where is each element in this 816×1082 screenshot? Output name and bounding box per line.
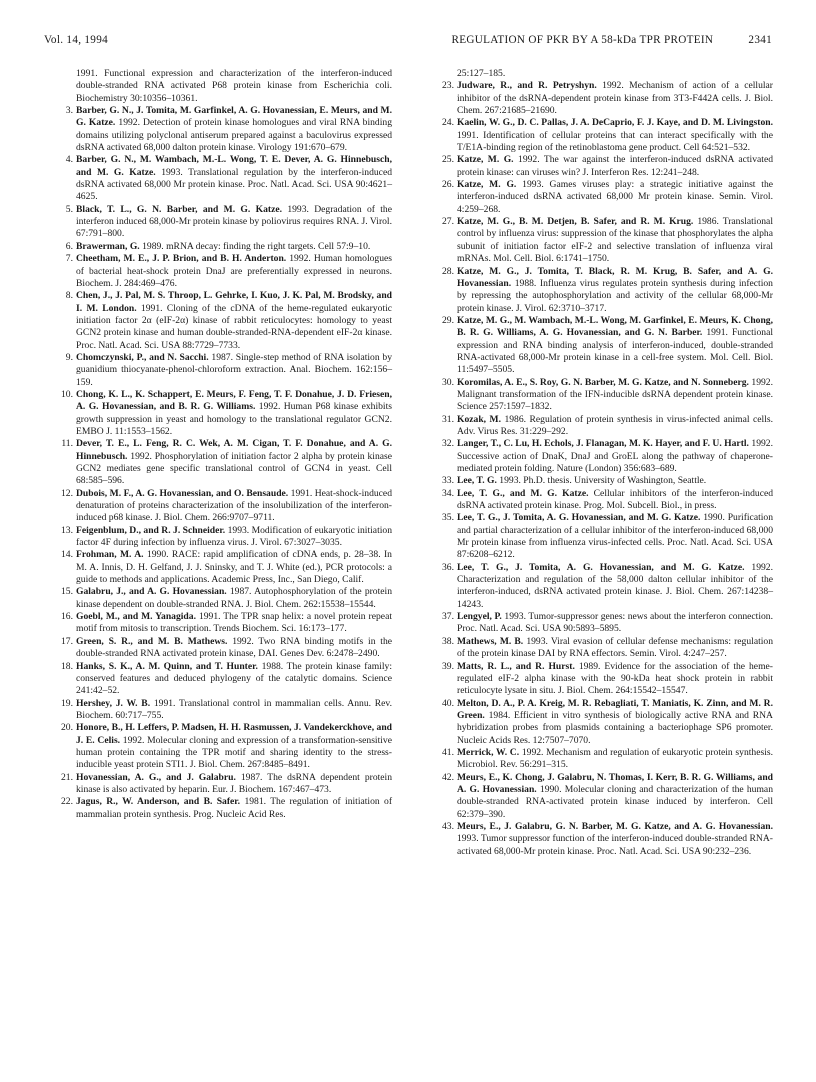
reference-entry — [441, 562, 773, 611]
reference-entry — [441, 377, 773, 414]
reference-body — [457, 216, 773, 265]
reference-authors: Matts, R. L., and R. Hurst. — [457, 660, 575, 672]
reference-number: 10. — [61, 388, 73, 400]
reference-body — [76, 68, 392, 105]
reference-text: 1991. Cloning of the cDNA of the heme-regulated eukaryotic initiation factor 2α (eIF-2α) kinase of rabbit reticulocytes: homology to yeast GCN2 protein kinase and human double-stranded-RNA-dependent eIF-2α kinase. Proc. Natl. Acad. Sci. USA 88:7729–7733. — [76, 302, 392, 351]
reference-number: 36. — [442, 561, 454, 573]
reference-text: 1993. Games viruses play: a strategic initiative against the interferon-induced dsRNA activated 68,000 Mr protein kinase. Semin. Virol. 4:259–268. — [457, 179, 773, 215]
reference-authors: Barber, G. N., J. Tomita, M. Garfinkel, A. G. Hovanessian, E. Meurs, and M. G. Katze. — [76, 105, 392, 129]
reference-body — [76, 488, 392, 525]
reference-column-left — [60, 68, 392, 821]
reference-body — [457, 154, 773, 179]
reference-authors: Goebl, M., and M. Yanagida. — [76, 611, 196, 623]
reference-text: 1990. Purification and partial characterization of a cellular inhibitor of the interferon-induced 68,000 Mr protein kinase from influenza virus-infected cells. Proc. Natl. Acad. Sci. USA 87:6208–6212. — [457, 512, 774, 561]
reference-body — [457, 611, 773, 636]
reference-body — [457, 179, 773, 216]
reference-entry — [60, 661, 392, 698]
reference-body — [457, 747, 773, 772]
reference-entry — [60, 154, 392, 203]
reference-entry — [441, 80, 773, 117]
reference-number: 29. — [442, 314, 454, 326]
reference-entry — [441, 661, 773, 698]
reference-entry — [441, 414, 773, 439]
reference-text: 1992. Detection of protein kinase homologues and viral RNA binding domains utilizing polyclonal antiserum prepared against a baculovirus expressed dsRNA activated 68,000 dalton protein kinase. Virology 191:670–679. — [76, 117, 392, 154]
reference-entry — [60, 290, 392, 352]
reference-number: 42. — [442, 771, 454, 783]
reference-entry — [441, 179, 773, 216]
reference-entry — [60, 698, 392, 723]
reference-body — [76, 253, 392, 290]
reference-body — [76, 661, 392, 698]
reference-authors: Lee, T. G., J. Tomita, A. G. Hovanessian, and M. G. Katze. — [457, 561, 745, 573]
reference-entry — [441, 154, 773, 179]
reference-entry — [60, 352, 392, 389]
reference-authors: Frohman, M. A. — [76, 549, 144, 561]
reference-authors: Katze, M. G., M. Wambach, M.-L. Wong, M. Garfinkel, E. Meurs, K. Chong, B. R. G. Williams, A. G. Hovanessian, and G. N. Barber. — [457, 314, 773, 339]
reference-number: 12. — [61, 487, 73, 499]
reference-body — [76, 549, 392, 586]
reference-authors: Chomczynski, P., and N. Sacchi. — [76, 351, 209, 363]
reference-entry — [60, 611, 392, 636]
reference-number: 40. — [442, 697, 454, 709]
reference-text: 1987. Single-step method of RNA isolation by guanidium thiocyanate-phenol-chloroform extraction. Anal. Biochem. 162:156–159. — [76, 351, 393, 388]
reference-entry — [441, 772, 773, 821]
reference-text: 1984. Efficient in vitro synthesis of biologically active RNA and RNA hybridization probes from plasmids containing a bacteriophage SP6 promoter. Nucleic Acids Res. 12:7507–7070. — [457, 709, 773, 746]
reference-authors: Meurs, E., K. Chong, J. Galabru, N. Thomas, I. Kerr, B. R. G. Williams, and A. G. Hovanessian. — [457, 771, 773, 795]
reference-authors: Lengyel, P. — [457, 611, 502, 623]
reference-text: 1988. Influenza virus regulates protein synthesis during infection by repressing the autophosphorylation and activity of the cellular 68,000-Mr protein kinase. J. Virol. 62:3710–3717. — [457, 277, 773, 314]
reference-authors: Feigenblum, D., and R. J. Schneider. — [76, 524, 226, 536]
header-right — [451, 34, 772, 46]
reference-text: 1991. Heat-shock-induced denaturation of proteins characterization of the insolubilization of the interferon-induced p68 kinase. J. Biol. Chem. 266:9707–9711. — [76, 487, 392, 524]
reference-body — [457, 821, 773, 858]
reference-body — [76, 722, 392, 771]
reference-number: 8. — [65, 290, 73, 302]
reference-entry — [441, 821, 773, 858]
reference-entry — [60, 488, 392, 525]
page-number: 2341 — [748, 34, 772, 46]
reference-text: 1981. The regulation of initiation of mammalian protein synthesis. Prog. Nucleic Acid Res. — [76, 796, 393, 820]
reference-body — [76, 611, 392, 636]
reference-entry — [60, 636, 392, 661]
reference-authors: Merrick, W. C. — [457, 746, 520, 758]
reference-authors: Lee, T. G., and M. G. Katze. — [457, 487, 589, 499]
reference-number: 28. — [442, 265, 454, 277]
reference-authors: Melton, D. A., P. A. Kreig, M. R. Rebagliati, T. Maniatis, K. Zinn, and M. R. Green. — [457, 697, 773, 721]
reference-body — [457, 377, 773, 414]
reference-body — [76, 389, 392, 438]
reference-text: 1988. The protein kinase family: conserved features and deduced phylogeny of the catalytic domains. Science 241:42–52. — [76, 660, 392, 697]
reference-number: 15. — [61, 586, 73, 598]
reference-entry — [60, 586, 392, 611]
reference-entry — [441, 475, 773, 487]
reference-number: 31. — [442, 413, 454, 425]
reference-text: 1993. Tumor-suppressor genes: news about the interferon connection. Proc. Natl. Acad. Sci. USA 90:5893–5895. — [457, 611, 773, 635]
reference-text: 1991. Translational control in mammalian cells. Annu. Rev. Biochem. 60:717–755. — [76, 697, 392, 721]
reference-text: 1986. Regulation of protein synthesis in virus-infected animal cells. Adv. Virus Res. 31:229–292. — [457, 413, 773, 437]
reference-body — [457, 315, 773, 377]
reference-body — [76, 241, 392, 253]
reference-authors: Galabru, J., and A. G. Hovanessian. — [76, 586, 227, 598]
reference-authors: Langer, T., C. Lu, H. Echols, J. Flanagan, M. K. Hayer, and F. U. Hartl. — [457, 438, 749, 450]
reference-body — [76, 352, 392, 389]
reference-authors: Judware, R., and R. Petryshyn. — [457, 80, 597, 92]
reference-text: 1991. The TPR snap helix: a novel protein repeat motif from mitosis to transcription. Trends Biochem. Sci. 16:173–177. — [76, 611, 392, 635]
journal-volume: Vol. 14, 1994 — [44, 34, 108, 46]
reference-entry — [441, 68, 773, 80]
reference-text: Cellular inhibitors of the interferon-induced dsRNA activated protein kinase. Prog. Mol. Subcell. Biol., in press. — [457, 487, 774, 512]
reference-number: 19. — [61, 697, 73, 709]
reference-body — [457, 661, 773, 698]
reference-authors: Honore, B., H. Leffers, P. Madsen, H. H. Rasmussen, J. Vandekerckhove, and J. E. Celis. — [76, 722, 392, 746]
reference-number: 23. — [442, 80, 454, 92]
reference-entry — [441, 611, 773, 636]
reference-authors: Kaelin, W. G., D. C. Pallas, J. A. DeCaprio, F. J. Kaye, and D. M. Livingston. — [457, 117, 773, 129]
reference-authors: Katze, M. G. — [457, 154, 514, 166]
reference-body — [457, 698, 773, 747]
reference-authors: Dever, T. E., L. Feng, R. C. Wek, A. M. Cigan, T. F. Donahue, and A. G. Hinnebusch. — [76, 438, 392, 462]
reference-entry — [441, 216, 773, 265]
reference-authors: Dubois, M. F., A. G. Hovanessian, and O. Bensaude. — [76, 487, 289, 499]
reference-text: 1986. Translational control by influenza virus: suppression of the kinase that phosphorylates the alpha subunit of initiation factor eIF-2 and selective translation of influenza viral mRNAs. Mol. Cell. Biol. 6:1741–1750. — [457, 216, 773, 265]
reference-authors: Black, T. L., G. N. Barber, and M. G. Katze. — [76, 203, 282, 215]
reference-body — [457, 475, 773, 487]
reference-body — [457, 636, 773, 661]
reference-authors: Katze, M. G., J. Tomita, T. Black, R. M. Krug, B. Safer, and A. G. Hovanessian. — [457, 265, 773, 289]
reference-entry — [441, 315, 773, 377]
reference-body — [76, 586, 392, 611]
reference-text: 1993. Degradation of the interferon induced 68,000-Mr protein kinase by poliovirus requires RNA. J. Virol. 67:791–800. — [76, 203, 392, 240]
reference-body — [76, 438, 392, 487]
reference-text: 1992. Human P68 kinase exhibits growth suppression in yeast and homology to the translational regulator GCN2. EMBO J. 11:1553–1562. — [76, 401, 392, 437]
reference-number: 16. — [61, 611, 73, 623]
reference-body — [457, 438, 773, 475]
running-header — [44, 34, 772, 50]
reference-entry — [60, 772, 392, 797]
reference-text: 1993. Translational regulation by the interferon-induced dsRNA activated 68,000 Mr protein kinase. Proc. Natl. Acad. Sci. USA 90:4621–4625. — [76, 166, 392, 203]
reference-text: 1991. Functional expression and characterization of the interferon-induced double-stranded RNA activated P68 protein kinase from Escherichia coli. Biochemistry 30:10356–10361. — [76, 68, 392, 104]
reference-number: 27. — [442, 216, 454, 228]
reference-authors: Barber, G. N., M. Wambach, M.-L. Wong, T. E. Dever, A. G. Hinnebusch, and M. G. Katze. — [76, 154, 392, 178]
reference-authors: Meurs, E., J. Galabru, G. N. Barber, M. G. Katze, and A. G. Hovanessian. — [457, 820, 773, 832]
reference-text: 1992. Successive action of DnaK, DnaJ and GroEL along the pathway of chaperone-mediated protein folding. Nature (London) 356:683–689. — [457, 438, 773, 474]
reference-authors: Koromilas, A. E., S. Roy, G. N. Barber, M. G. Katze, and N. Sonneberg. — [457, 376, 749, 388]
reference-number: 26. — [442, 179, 454, 191]
reference-body — [76, 154, 392, 203]
reference-text: 25:127–185. — [457, 68, 506, 79]
reference-number: 22. — [61, 796, 73, 808]
reference-text: 1993. Tumor suppressor function of the interferon-induced double-stranded RNA-activated 68,000-Mr protein kinase. Proc. Natl. Acad. Sci. USA 90:232–236. — [457, 833, 773, 857]
reference-body — [76, 525, 392, 550]
reference-body — [457, 488, 773, 513]
reference-column-right — [441, 68, 773, 858]
reference-entry — [60, 105, 392, 154]
reference-number: 30. — [442, 376, 454, 388]
reference-entry — [60, 525, 392, 550]
reference-body — [76, 636, 392, 661]
reference-entry — [441, 512, 773, 561]
reference-number: 7. — [65, 253, 73, 265]
reference-body — [457, 562, 773, 611]
reference-authors: Lee, T. G., J. Tomita, A. G. Hovanessian, and M. G. Katze. — [457, 512, 701, 524]
reference-number: 41. — [442, 746, 454, 758]
reference-number: 13. — [61, 524, 73, 536]
reference-number: 18. — [61, 660, 73, 672]
reference-number: 38. — [442, 635, 454, 647]
reference-number: 25. — [442, 154, 454, 166]
reference-body — [457, 414, 773, 439]
reference-body — [457, 772, 773, 821]
reference-number: 21. — [61, 771, 73, 783]
reference-authors: Jagus, R., W. Anderson, and B. Safer. — [76, 796, 241, 808]
reference-text: 1992. Malignant transformation of the IFN-inducible dsRNA dependent protein kinase. Science 257:1597–1832. — [457, 376, 773, 413]
reference-number: 6. — [65, 240, 73, 252]
reference-authors: Cheetham, M. E., J. P. Brion, and B. H. Anderton. — [76, 253, 287, 265]
reference-number: 37. — [442, 611, 454, 623]
reference-number: 33. — [442, 475, 454, 487]
reference-body — [457, 80, 773, 117]
reference-number: 5. — [65, 203, 73, 215]
reference-number: 9. — [65, 351, 73, 363]
reference-authors: Katze, M. G., B. M. Detjen, B. Safer, and R. M. Krug. — [457, 216, 694, 228]
reference-text: 1993. Viral evasion of cellular defense mechanisms: regulation of the protein kinase DAI by RNA effectors. Semin. Virol. 4:247–257. — [457, 635, 774, 660]
reference-authors: Katze, M. G. — [457, 179, 517, 191]
reference-body — [457, 512, 773, 561]
reference-text: 1990. RACE: rapid amplification of cDNA ends, p. 28–38. In M. A. Innis, D. H. Gelfand, J. J. Sninsky, and T. J. White (ed.), PCR protocols: a guide to methods and applications. Academic Press, Inc., San Diego, Calif. — [76, 549, 392, 586]
reference-entry — [60, 204, 392, 241]
reference-entry — [441, 747, 773, 772]
reference-text: 1992. Molecular cloning and expression of a transformation-sensitive human protein containing the TPR motif and sharing identity to the stress-inducible yeast protein STI1. J. Biol. Chem. 267:8485–8491. — [76, 734, 392, 771]
reference-entry — [60, 796, 392, 821]
reference-authors: Green, S. R., and M. B. Mathews. — [76, 635, 228, 647]
reference-authors: Chen, J., J. Pal, M. S. Throop, L. Gehrke, I. Kuo, J. K. Pal, M. Brodsky, and I. M. London. — [76, 290, 392, 314]
reference-text: 1992. Two RNA binding motifs in the double-stranded RNA activated protein kinase, DAI. Genes Dev. 6:2478–2490. — [76, 635, 392, 660]
reference-number: 14. — [61, 549, 73, 561]
reference-entry — [60, 549, 392, 586]
reference-body — [457, 266, 773, 315]
reference-entry — [441, 117, 773, 154]
reference-number: 32. — [442, 438, 454, 450]
reference-authors: Kozak, M. — [457, 413, 501, 425]
reference-body — [457, 68, 773, 80]
reference-number: 39. — [442, 660, 454, 672]
reference-number: 4. — [65, 154, 73, 166]
reference-text: 1992. Mechanism of action of a cellular inhibitor of the dsRNA-dependent protein kinase from 3T3-F442A cells. J. Biol. Chem. 267:21685–21690. — [457, 80, 773, 117]
reference-entry — [441, 488, 773, 513]
reference-text: 1993. Modification of eukaryotic initiation factor 4F during infection by influenza virus. J. Virol. 67:3027–3035. — [76, 524, 392, 549]
reference-entry — [60, 438, 392, 487]
running-title: REGULATION OF PKR BY A 58-kDa TPR PROTEIN — [451, 34, 714, 46]
reference-authors: Brawerman, G. — [76, 240, 140, 252]
reference-entry — [60, 68, 392, 105]
reference-entry — [60, 253, 392, 290]
reference-text: 1992. Characterization and regulation of the 58,000 dalton cellular inhibitor of the interferon-induced, dsRNA activated protein kinase. J. Biol. Chem. 267:14238–14243. — [457, 561, 773, 610]
reference-entry — [60, 722, 392, 771]
reference-number: 34. — [442, 487, 454, 499]
reference-text: 1993. Ph.D. thesis. University of Washington, Seattle. — [499, 475, 707, 487]
reference-number: 17. — [61, 635, 73, 647]
reference-text: 1989. mRNA decay: finding the right targets. Cell 57:9–10. — [142, 240, 371, 252]
reference-number: 20. — [61, 722, 73, 734]
reference-number: 35. — [442, 512, 454, 524]
reference-body — [76, 290, 392, 352]
reference-text: 1987. The dsRNA dependent protein kinase is also activated by heparin. Eur. J. Biochem. 167:467–473. — [76, 771, 392, 795]
reference-text: 1989. Evidence for the association of the heme-regulated eIF-2 alpha kinase with the 90-kDa heat shock protein in rabbit reticulocyte lysate in situ. J. Biol. Chem. 264:15542–15547. — [457, 660, 773, 697]
reference-entry — [441, 636, 773, 661]
reference-body — [76, 796, 392, 821]
reference-text: 1992. Mechanism and regulation of eukaryotic protein synthesis. Microbiol. Rev. 56:291–315. — [457, 746, 773, 771]
reference-text: 1987. Autophosphorylation of the protein kinase dependent on double-stranded RNA. J. Biol. Chem. 262:15538–15544. — [76, 586, 392, 610]
reference-body — [76, 772, 392, 797]
reference-body — [76, 204, 392, 241]
reference-entry — [60, 389, 392, 438]
reference-number: 3. — [65, 105, 73, 117]
reference-body — [457, 117, 773, 154]
reference-entry — [60, 241, 392, 253]
reference-number: 24. — [442, 117, 454, 129]
reference-text: 1992. Phosphorylation of initiation factor 2 alpha by protein kinase GCN2 mediates gene specific translational control of GCN4 in yeast. Cell 68:585–596. — [76, 450, 392, 487]
reference-text: 1991. Functional expression and RNA binding analysis of interferon-induced, double-stranded RNA-activated 68,000-Mr protein kinase in a cell-free system. Mol. Cell. Biol. 11:5497–5505. — [457, 327, 773, 376]
reference-number: 43. — [442, 820, 454, 832]
reference-text: 1991. Identification of cellular proteins that can interact specifically with the T/E1A-binding region of the retinoblastoma gene product. Cell 64:521–532. — [457, 129, 773, 154]
reference-entry — [441, 438, 773, 475]
reference-authors: Chong, K. L., K. Schappert, E. Meurs, F. Feng, T. F. Donahue, J. D. Friesen, A. G. Hovanessian, and B. R. G. Williams. — [76, 388, 392, 413]
reference-authors: Hanks, S. K., A. M. Quinn, and T. Hunter. — [76, 660, 258, 672]
reference-entry — [441, 698, 773, 747]
reference-body — [76, 105, 392, 154]
reference-authors: Hovanessian, A. G., and J. Galabru. — [76, 771, 236, 783]
reference-text: 1992. Human homologues of bacterial heat-shock protein DnaJ are preferentially expressed in neurons. Biochem. J. 284:469–476. — [76, 253, 392, 289]
reference-text: 1992. The war against the interferon-induced dsRNA activated protein kinase: can viruses win? J. Interferon Res. 12:241–248. — [457, 154, 773, 178]
reference-number: 11. — [61, 438, 73, 450]
reference-authors: Lee, T. G. — [457, 475, 497, 487]
reference-body — [76, 698, 392, 723]
reference-entry — [441, 266, 773, 315]
reference-authors: Hershey, J. W. B. — [76, 697, 151, 709]
reference-text: 1990. Molecular cloning and characterization of the human double-stranded RNA-activated protein kinase induced by interferon. Cell 62:379–390. — [457, 783, 773, 820]
reference-authors: Mathews, M. B. — [457, 635, 524, 647]
